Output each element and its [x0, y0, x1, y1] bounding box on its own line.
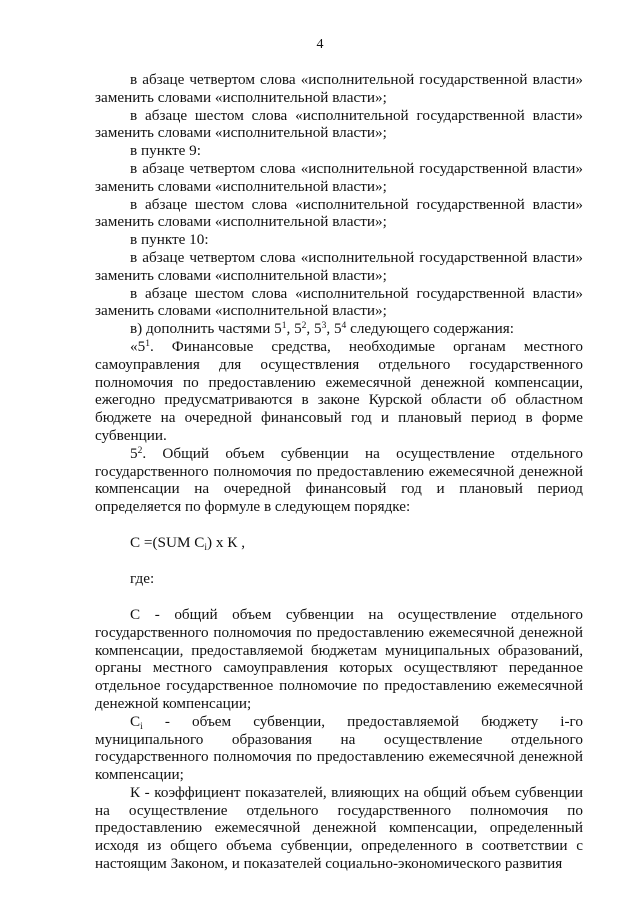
paragraph-7: в абзаце четвертом слова «исполнительной государственной власти» заменить словами «исполнительной власти»; — [95, 248, 583, 284]
definition-ci: $С_i$ - объем субвенции, предоставляемой бюджету i-го муниципального образования на осуществление отдельного государственного полномочия по предоставлению ежемесячной денежной компенсации; — [95, 712, 583, 784]
definition-c: С - общий объем субвенции на осуществление отдельного государственного полномочия по предоставлению ежемесячной денежной компенсации, предоставляемой бюджетам муниципальных образований, органы местного самоуправления которых осуществляют переданное отдельное государственное полномочие по предоставлению ежемесячной денежной компенсации; — [95, 605, 583, 712]
paragraph-8: в абзаце шестом слова «исполнительной государственной власти» заменить словами «исполнительной власти»; — [95, 284, 583, 320]
where-label: где: — [130, 569, 155, 587]
paragraph-2: в абзаце шестом слова «исполнительной государственной власти» заменить словами «исполнительной власти»; — [95, 106, 583, 142]
paragraph-part-5-2: $5^2$. Общий объем субвенции на осуществление отдельного государственного полномочия по предоставлению ежемесячной денежной компенсации на очередной финансовый год и плановый период определяется по формуле в следующем порядке: — [95, 444, 583, 516]
paragraph-point-10: в пункте 10: — [130, 231, 209, 249]
paragraph-add-parts: в) дополнить частями $5^1$, $5^2$, $5^3$, $5^4$ следующего содержания: — [130, 320, 514, 338]
paragraph-4: в абзаце четвертом слова «исполнительной государственной власти» заменить словами «исполнительной власти»; — [95, 159, 583, 195]
definition-k: К - коэффициент показателей, влияющих на общий объем субвенции на осуществление отдельного государственного полномочия по предоставлению ежемесячной денежной компенсации, определенный исходя из общего объема субвенции, определенного в соответствии с настоящим Законом, и показателей социально-экономического развития — [95, 783, 583, 873]
document-body — [95, 71, 583, 873]
paragraph-point-9: в пункте 9: — [130, 142, 201, 160]
paragraph-part-5-1: «$5^1$. Финансовые средства, необходимые органам местного самоуправления для осуществления отдельного государственного полномочия по предоставлению ежемесячной денежной компенсации, ежегодно предусматриваются в законе Курской области об областном бюджете на очередной финансовый год и плановый период в форме субвенции. — [95, 337, 583, 444]
paragraph-5: в абзаце шестом слова «исполнительной государственной власти» заменить словами «исполнительной власти»; — [95, 195, 583, 231]
formula: С =(SUM $С_i$) х К , — [130, 533, 246, 553]
paragraph-1: в абзаце четвертом слова «исполнительной государственной власти» заменить словами «исполнительной власти»; — [95, 71, 583, 106]
page-number: 4 — [316, 37, 324, 52]
